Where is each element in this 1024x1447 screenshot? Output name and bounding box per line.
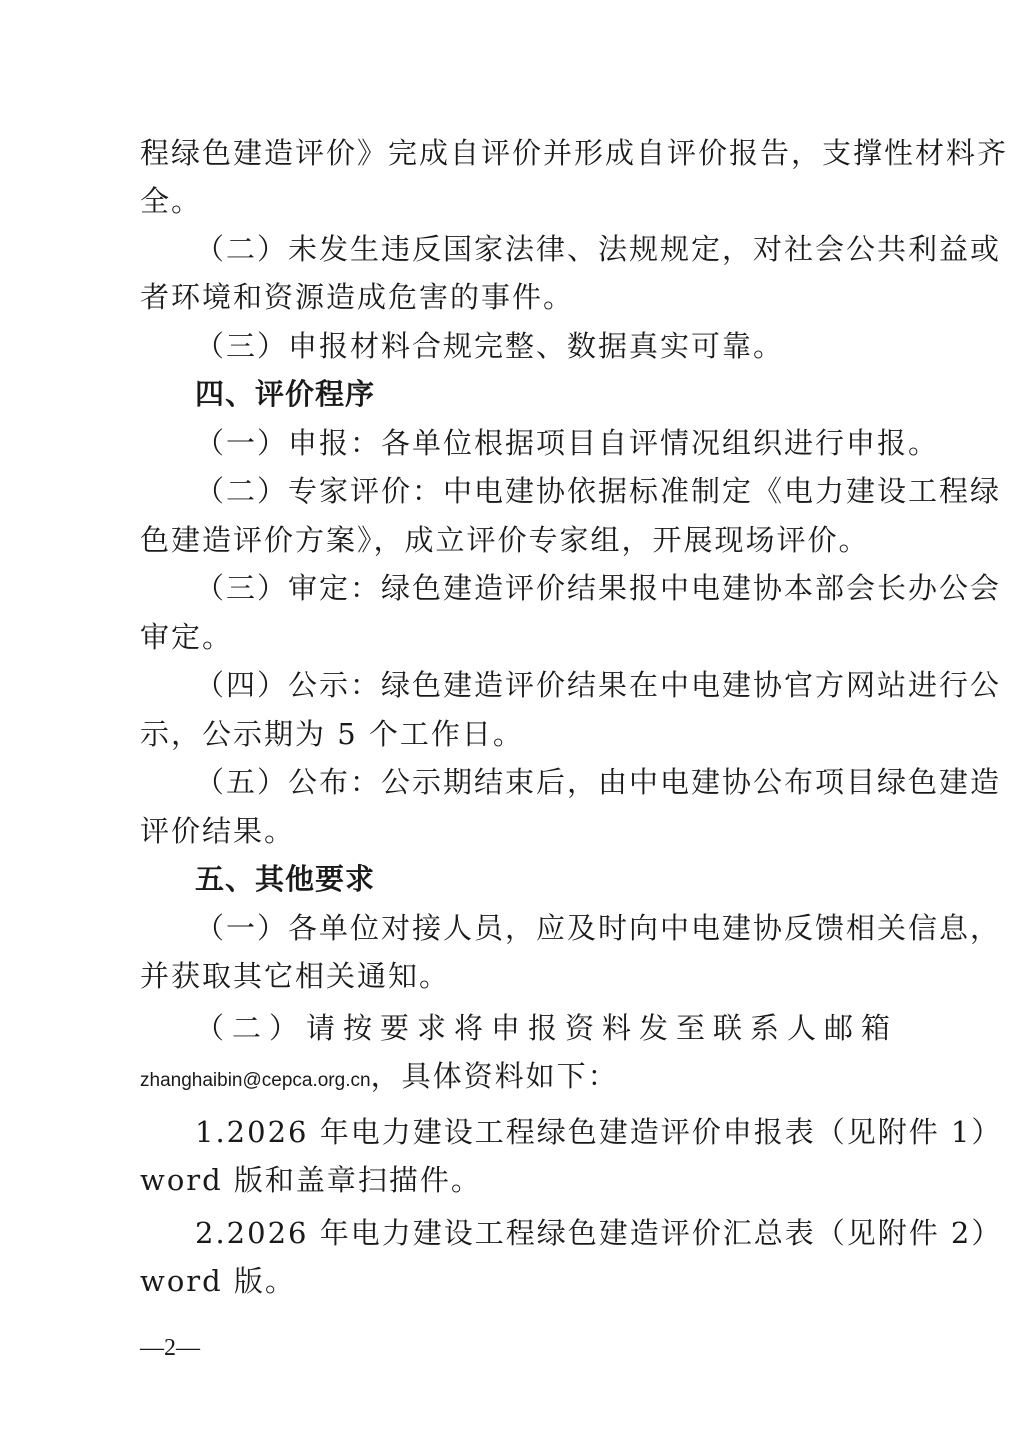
text-line: 评价结果。 [140, 814, 296, 848]
text-line: （一）各单位对接人员，应及时向中电建协反馈相关信息， [195, 911, 1002, 945]
text-line: word 版。 [140, 1264, 296, 1298]
text-line: 色建造评价方案》，成立评价专家组，开展现场评价。 [140, 523, 870, 557]
page-number: —2— [140, 1335, 200, 1361]
text-fragment: ，具体资料如下： [370, 1059, 619, 1093]
text-line: （四）公示：绿色建造评价结果在中电建协官方网站进行公 [195, 668, 1002, 702]
text-line: （二）请按要求将申报资料发至联系人邮箱 [195, 1011, 899, 1045]
text-line: 示，公示期为 5 个工作日。 [140, 717, 524, 751]
section-heading: 五、其他要求 [195, 862, 376, 896]
text-line: （三）申报材料合规完整、数据真实可靠。 [195, 329, 785, 363]
text-line: 1.2026 年电力建设工程绿色建造评价申报表（见附件 1） [195, 1115, 1003, 1149]
text-line: word 版和盖章扫描件。 [140, 1163, 482, 1197]
email-address: zhanghaibin@cepca.org.cn [140, 1070, 371, 1091]
text-line: （一）申报：各单位根据项目自评情况组织进行申报。 [195, 426, 940, 460]
text-line: 程绿色建造评价》完成自评价并形成自评价报告，支撑性材料齐 [140, 136, 1009, 170]
section-heading: 四、评价程序 [195, 377, 376, 411]
text-line: （二）未发生违反国家法律、法规规定，对社会公共利益或 [195, 232, 1002, 266]
text-line: （三）审定：绿色建造评价结果报中电建协本部会长办公会 [195, 571, 1002, 605]
text-line: 者环境和资源造成危害的事件。 [140, 280, 575, 314]
text-line: 2.2026 年电力建设工程绿色建造评价汇总表（见附件 2） [195, 1216, 1003, 1250]
text-line: 审定。 [140, 620, 234, 654]
text-line [140, 1056, 890, 1096]
text-line: （五）公布：公示期结束后，由中电建协公布项目绿色建造 [195, 765, 1002, 799]
text-line: 全。 [140, 184, 203, 218]
text-line: （二）专家评价：中电建协依据标准制定《电力建设工程绿 [195, 474, 1002, 508]
text-line: 并获取其它相关通知。 [140, 959, 451, 993]
